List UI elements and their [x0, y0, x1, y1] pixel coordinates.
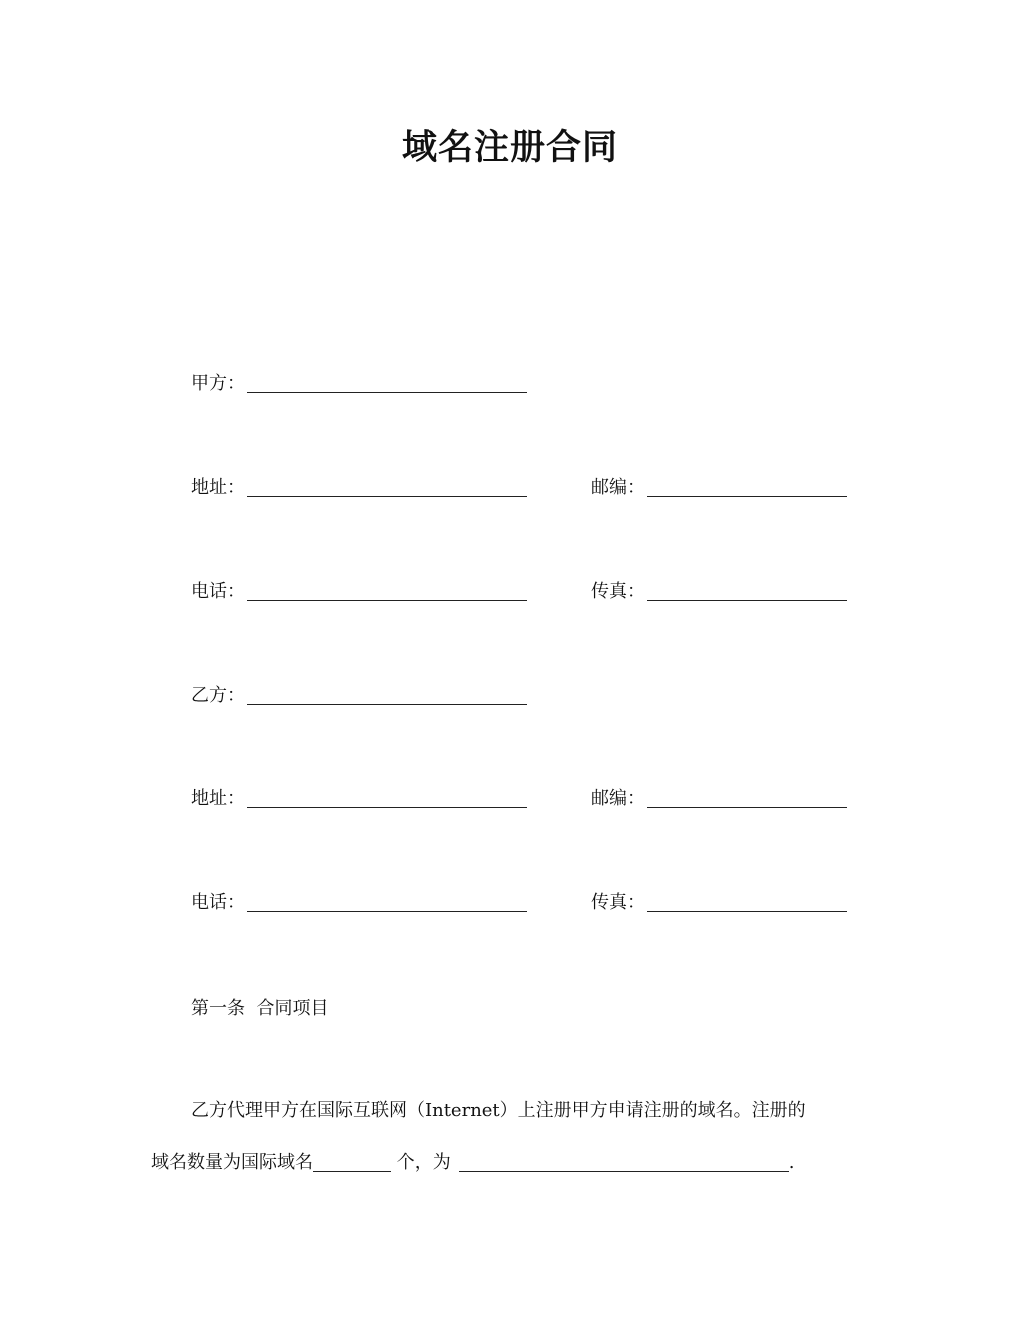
party-b-address-field [191, 787, 527, 811]
article-1-paragraph-line-1: 乙方代理甲方在国际互联网（Internet）上注册甲方申请注册的域名。注册的 [191, 1100, 806, 1121]
party-b-postcode-field [591, 787, 847, 811]
party-b-address-blank[interactable] [247, 807, 527, 808]
party-b-postcode-blank[interactable] [647, 807, 847, 808]
party-b-phone-blank[interactable] [247, 911, 527, 912]
party-a-phone-field [191, 580, 527, 604]
party-b-name-blank[interactable] [247, 704, 527, 705]
party-b-phone-field [191, 891, 527, 915]
party-b-name-label: 乙方： [191, 685, 245, 706]
party-b-fax-label: 传真： [591, 892, 645, 913]
party-b-fax-field [591, 891, 847, 915]
party-b-address-label: 地址： [191, 788, 245, 809]
party-b-postcode-label: 邮编： [591, 788, 645, 809]
article-1-heading: 第一条 合同项目 [191, 998, 329, 1019]
party-a-phone-label: 电话： [191, 581, 245, 602]
domain-count-blank[interactable] [313, 1171, 391, 1172]
party-b-fax-blank[interactable] [647, 911, 847, 912]
party-a-postcode-blank[interactable] [647, 496, 847, 497]
party-a-phone-blank[interactable] [247, 600, 527, 601]
party-a-address-blank[interactable] [247, 496, 527, 497]
domain-count-prefix: 域名数量为国际域名 [151, 1152, 313, 1173]
party-b-phone-label: 电话： [191, 892, 245, 913]
domain-name-blank[interactable] [459, 1171, 789, 1172]
party-b-name-field [191, 684, 527, 708]
party-a-postcode-label: 邮编： [591, 477, 645, 498]
party-a-fax-blank[interactable] [647, 600, 847, 601]
party-a-fax-field [591, 580, 847, 604]
party-a-name-field [191, 372, 527, 396]
document-title: 域名注册合同 [401, 128, 618, 168]
party-a-postcode-field [591, 476, 847, 500]
paragraph-end-mark: . [788, 1152, 795, 1173]
party-a-fax-label: 传真： [591, 581, 645, 602]
article-1-paragraph-line-2 [151, 1151, 794, 1175]
party-a-address-label: 地址： [191, 477, 245, 498]
party-a-name-label: 甲方： [191, 373, 245, 394]
party-a-name-blank[interactable] [247, 392, 527, 393]
party-a-address-field [191, 476, 527, 500]
domain-count-middle: 个，为 [391, 1152, 451, 1173]
